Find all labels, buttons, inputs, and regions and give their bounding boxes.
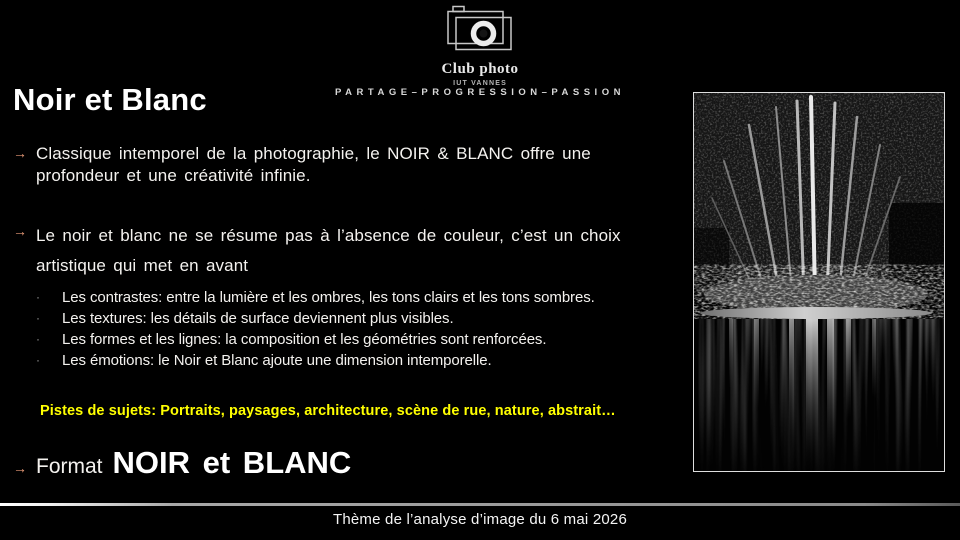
sub-bullet-text: Les formes et les lignes: la composition et les géométries sont renforcées.	[62, 331, 547, 348]
bw-photo-image	[694, 93, 944, 471]
page-title: Noir et Blanc	[13, 82, 207, 117]
arrow-bullet-icon: →	[13, 460, 27, 476]
sub-bullet-item	[36, 350, 595, 371]
club-logo	[400, 5, 560, 87]
logo-title: Club photo	[441, 61, 519, 77]
sub-bullet-item	[36, 287, 595, 308]
bw-photo	[693, 92, 945, 472]
dot-bullet-icon: ·	[36, 290, 40, 304]
dot-bullet-icon: ·	[36, 311, 40, 325]
dot-bullet-icon: ·	[36, 332, 40, 346]
bullet-text: Classique intemporel de la photographie, le NOIR & BLANC offre une profondeur et une créativité infinie.	[36, 144, 591, 186]
format-line	[13, 445, 351, 481]
sub-bullet-item	[36, 329, 595, 350]
highlight-text: Pistes de sujets: Portraits, paysages, architecture, scène de rue, nature, abstrait…	[40, 403, 616, 419]
dot-bullet-icon: ·	[36, 353, 40, 367]
tagline: PARTAGE–PROGRESSION–PASSION	[335, 87, 625, 98]
logo-subtitle: IUT VANNES	[453, 80, 507, 87]
format-prefix: Format	[36, 455, 103, 478]
format-emphasis: NOIR et BLANC	[112, 445, 352, 480]
footer-text: Thème de l’analyse d’image du 6 mai 2026	[332, 511, 627, 528]
sub-bullet-item	[36, 308, 595, 329]
sub-bullet-text: Les textures: les détails de surface deviennent plus visibles.	[62, 310, 454, 327]
sub-bullet-list	[36, 287, 595, 371]
bullet-item-2	[13, 221, 683, 281]
bullet-item-1	[13, 143, 658, 188]
sub-bullet-text: Les contrastes: entre la lumière et les ombres, les tons clairs et les tons sombres.	[62, 289, 595, 306]
bullet-text: Le noir et blanc ne se résume pas à l’absence de couleur, c’est un choix artistique qui met en avant	[36, 226, 621, 275]
arrow-bullet-icon: →	[13, 223, 27, 239]
camera-icon	[440, 5, 520, 55]
footer-divider	[0, 503, 960, 506]
arrow-bullet-icon: →	[13, 145, 27, 161]
sub-bullet-text: Les émotions: le Noir et Blanc ajoute une dimension intemporelle.	[62, 352, 492, 369]
